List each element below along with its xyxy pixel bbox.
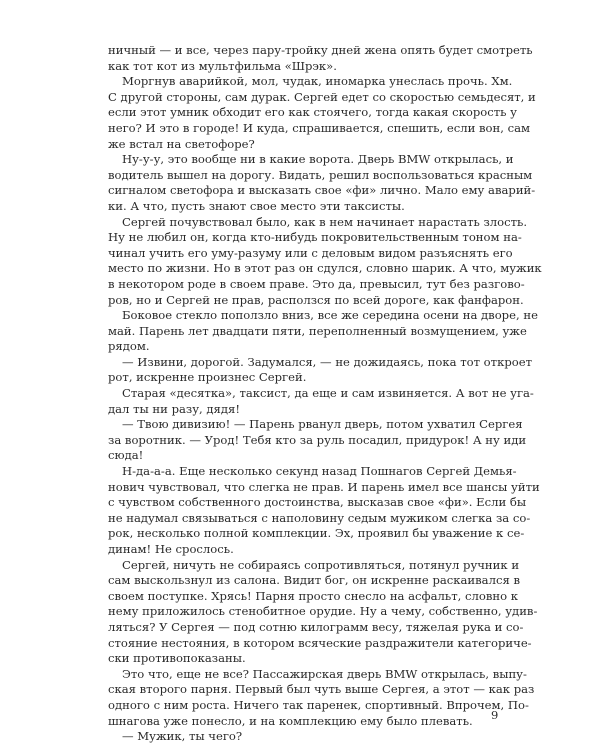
text-line: за воротник. — Урод! Тебя кто за руль посадил, придурок! А ну иди — [108, 432, 527, 447]
text-line: место по жизни. Но в этот раз он сдулся, словно шарик. А что, мужик — [108, 261, 542, 276]
text-line: — Твою дивизию! — Парень рванул дверь, потом ухватил Сергея — [122, 417, 523, 432]
text-line: нович чувствовал, что слегка не прав. И парень имел все шансы уйти — [108, 479, 540, 494]
text-line: дал ты ни разу, дядя! — [108, 401, 240, 416]
text-line: Моргнув аварийкой, мол, чудак, иномарка унеслась прочь. Хм. — [122, 74, 513, 89]
text-line: в некотором роде в своем праве. Это да, превысил, тут без разгово- — [108, 276, 525, 291]
text-line: ки. А что, пусть знают свое место эти таксисты. — [108, 198, 405, 213]
text-line: ски противопоказаны. — [108, 651, 246, 666]
text-line: Это что, еще не все? Пассажирская дверь BMW открылась, выпу- — [122, 666, 527, 681]
text-line: одного с ним роста. Ничего так паренек, спортивный. Впрочем, По- — [108, 697, 529, 712]
text-line: если этот умник обходит его как стоячего, тогда какая скорость у — [108, 105, 517, 120]
text-line: Сергей почувствовал было, как в нем начинает нарастать злость. — [122, 214, 528, 229]
text-line: Н-да-а-а. Еще несколько секунд назад Пошнагов Сергей Демья- — [122, 464, 517, 479]
text-line: же встал на светофоре? — [108, 136, 255, 151]
text-line: с чувством собственного достоинства, высказав свое «фи». Если бы — [108, 495, 527, 510]
text-line: Боковое стекло поползло вниз, все же середина осени на дворе, не — [122, 308, 538, 323]
text-line: чинал учить его уму-разуму или с деловым видом разъяснять его — [108, 245, 513, 260]
text-line: рот, искренне произнес Сергей. — [108, 370, 307, 385]
text-line: Сергей, ничуть не собираясь сопротивляться, потянул ручник и — [122, 557, 520, 572]
text-line: ров, но и Сергей не прав, расползся по всей дороге, как фанфарон. — [108, 292, 524, 307]
text-line: водитель вышел на дорогу. Видать, решил воспользоваться красным — [108, 167, 533, 182]
text-line: своем поступке. Хрясь! Парня просто снесло на асфальт, словно к — [108, 588, 519, 603]
text-line: ляться? У Сергея — под сотню килограмм весу, тяжелая рука и со- — [108, 619, 524, 634]
text-line: нему приложилось стенобитное орудие. Ну а чему, собственно, удив- — [108, 604, 538, 619]
text-line: рядом. — [108, 339, 150, 354]
text-line: шнагова уже понесло, и на комплекцию ему было плевать. — [108, 713, 473, 728]
text-line: как тот кот из мультфильма «Шрэк». — [108, 58, 337, 73]
text-line: С другой стороны, сам дурак. Сергей едет со скоростью семьдесят, и — [108, 89, 536, 104]
text-line: Ну не любил он, когда кто-нибудь покровительственным тоном на- — [108, 230, 522, 245]
text-line: ничный — и все, через пару-тройку дней жена опять будет смотреть — [108, 43, 533, 57]
text-line: стояние нестояния, в котором всяческие раздражители категориче- — [108, 635, 532, 650]
text-line: Старая «десятка», таксист, да еще и сам извиняется. А вот не уга- — [122, 386, 534, 401]
text-line: сигналом светофора и высказать свое «фи» лично. Мало ему аварий- — [108, 183, 536, 198]
text-line: него? И это в городе! И куда, спрашивается, спешить, если вон, сам — [108, 120, 531, 135]
text-line: Ну-у-у, это вообще ни в какие ворота. Дверь BMW открылась, и — [122, 152, 514, 167]
text-line: — Мужик, ты чего? — [122, 729, 243, 744]
text-line: рок, несколько полной комплекции. Эх, проявил бы уважение к се- — [108, 526, 525, 541]
text-line: сам выскользнул из салона. Видит бог, он искренне раскаивался в — [108, 573, 520, 588]
text-line: динам! Не срослось. — [108, 542, 234, 556]
page-text-body — [108, 43, 542, 745]
text-line: не надумал связываться с наполовину седым мужиком слегка за со- — [108, 510, 531, 525]
text-line: май. Парень лет двадцати пяти, переполненный возмущением, уже — [108, 323, 527, 338]
page-number: 9 — [491, 708, 499, 722]
text-line: сюда! — [108, 448, 144, 463]
text-line: — Извини, дорогой. Задумался, — не дожидаясь, пока тот откроет — [122, 354, 532, 369]
text-line: ская второго парня. Первый был чуть выше Сергея, а этот — как раз — [108, 682, 535, 697]
